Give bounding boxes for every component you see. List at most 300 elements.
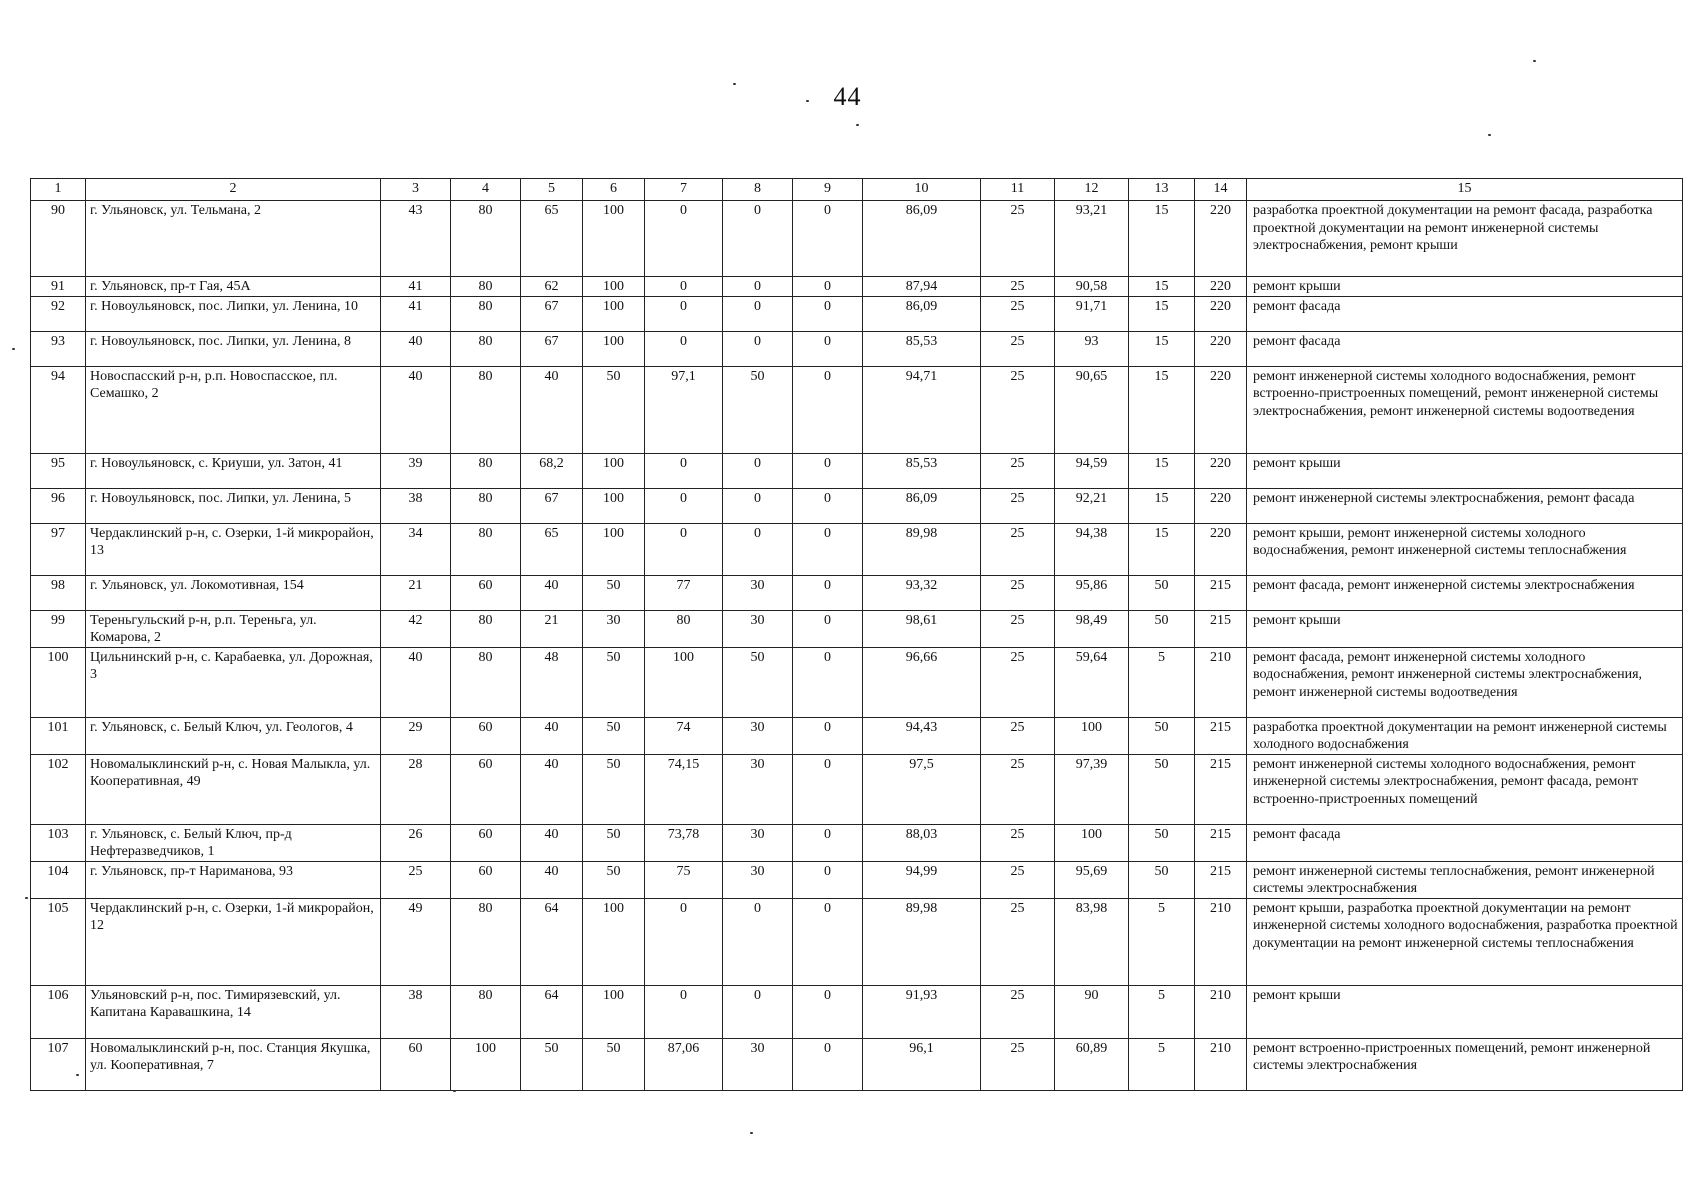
work-type-cell: ремонт крыши: [1247, 985, 1683, 1038]
table-row: [31, 277, 1683, 297]
value-cell-col-12: 97,39: [1055, 754, 1129, 824]
column-header-7: 7: [645, 179, 723, 201]
address-cell: г. Ульяновск, пр-т Нариманова, 93: [86, 861, 381, 898]
address-cell: г. Новоульяновск, пос. Липки, ул. Ленина, 10: [86, 296, 381, 331]
work-type-cell: ремонт крыши: [1247, 277, 1683, 297]
scan-speck: [806, 100, 809, 102]
value-cell-col-6: 100: [583, 296, 645, 331]
value-cell-col-5: 50: [521, 1038, 583, 1090]
value-cell-col-10: 94,71: [863, 366, 981, 453]
scan-speck: [25, 897, 28, 899]
value-cell-col-11: 25: [981, 453, 1055, 488]
value-cell-col-6: 100: [583, 898, 645, 985]
value-cell-col-6: 100: [583, 277, 645, 297]
value-cell-col-5: 64: [521, 898, 583, 985]
value-cell-col-10: 86,09: [863, 201, 981, 277]
value-cell-col-3: 39: [381, 453, 451, 488]
row-number-cell: 95: [31, 453, 86, 488]
column-header-8: 8: [723, 179, 793, 201]
column-header-3: 3: [381, 179, 451, 201]
value-cell-col-3: 21: [381, 575, 451, 610]
row-number-cell: 104: [31, 861, 86, 898]
address-cell: Новоспасский р-н, р.п. Новоспасское, пл. Семашко, 2: [86, 366, 381, 453]
value-cell-col-5: 40: [521, 717, 583, 754]
value-cell-col-7: 0: [645, 331, 723, 366]
value-cell-col-7: 87,06: [645, 1038, 723, 1090]
value-cell-col-3: 41: [381, 277, 451, 297]
value-cell-col-10: 86,09: [863, 296, 981, 331]
value-cell-col-9: 0: [793, 985, 863, 1038]
scan-speck: [76, 1074, 79, 1076]
value-cell-col-8: 30: [723, 717, 793, 754]
scan-speck: [733, 83, 736, 85]
value-cell-col-11: 25: [981, 824, 1055, 861]
value-cell-col-3: 26: [381, 824, 451, 861]
value-cell-col-12: 94,59: [1055, 453, 1129, 488]
value-cell-col-4: 80: [451, 366, 521, 453]
value-cell-col-8: 0: [723, 985, 793, 1038]
column-header-6: 6: [583, 179, 645, 201]
table-row: [31, 647, 1683, 717]
value-cell-col-10: 87,94: [863, 277, 981, 297]
value-cell-col-5: 67: [521, 296, 583, 331]
value-cell-col-6: 100: [583, 331, 645, 366]
row-number-cell: 105: [31, 898, 86, 985]
value-cell-col-7: 80: [645, 610, 723, 647]
value-cell-col-11: 25: [981, 1038, 1055, 1090]
work-type-cell: ремонт фасада: [1247, 824, 1683, 861]
column-header-4: 4: [451, 179, 521, 201]
value-cell-col-8: 30: [723, 575, 793, 610]
value-cell-col-5: 21: [521, 610, 583, 647]
value-cell-col-5: 40: [521, 575, 583, 610]
value-cell-col-13: 50: [1129, 824, 1195, 861]
value-cell-col-11: 25: [981, 898, 1055, 985]
value-cell-col-11: 25: [981, 201, 1055, 277]
row-number-cell: 107: [31, 1038, 86, 1090]
value-cell-col-9: 0: [793, 488, 863, 523]
value-cell-col-13: 50: [1129, 575, 1195, 610]
value-cell-col-3: 40: [381, 331, 451, 366]
value-cell-col-3: 49: [381, 898, 451, 985]
address-cell: г. Ульяновск, пр-т Гая, 45А: [86, 277, 381, 297]
column-header-14: 14: [1195, 179, 1247, 201]
row-number-cell: 102: [31, 754, 86, 824]
value-cell-col-4: 80: [451, 610, 521, 647]
value-cell-col-14: 220: [1195, 488, 1247, 523]
value-cell-col-7: 73,78: [645, 824, 723, 861]
value-cell-col-6: 100: [583, 523, 645, 575]
value-cell-col-13: 15: [1129, 523, 1195, 575]
value-cell-col-11: 25: [981, 985, 1055, 1038]
row-number-cell: 96: [31, 488, 86, 523]
value-cell-col-7: 0: [645, 277, 723, 297]
value-cell-col-11: 25: [981, 366, 1055, 453]
row-number-cell: 98: [31, 575, 86, 610]
value-cell-col-5: 65: [521, 201, 583, 277]
value-cell-col-8: 0: [723, 488, 793, 523]
value-cell-col-6: 50: [583, 824, 645, 861]
table-row: [31, 331, 1683, 366]
value-cell-col-8: 0: [723, 201, 793, 277]
column-header-10: 10: [863, 179, 981, 201]
work-type-cell: разработка проектной документации на ремонт фасада, разработка проектной документации на ремонт инженерной системы электроснабжения, ремонт крыши: [1247, 201, 1683, 277]
table-row: [31, 575, 1683, 610]
value-cell-col-10: 91,93: [863, 985, 981, 1038]
address-cell: Цильнинский р-н, с. Карабаевка, ул. Дорожная, 3: [86, 647, 381, 717]
value-cell-col-7: 0: [645, 523, 723, 575]
value-cell-col-9: 0: [793, 453, 863, 488]
column-header-2: 2: [86, 179, 381, 201]
address-cell: г. Новоульяновск, пос. Липки, ул. Ленина, 8: [86, 331, 381, 366]
value-cell-col-4: 60: [451, 575, 521, 610]
value-cell-col-11: 25: [981, 717, 1055, 754]
value-cell-col-12: 90,58: [1055, 277, 1129, 297]
value-cell-col-11: 25: [981, 610, 1055, 647]
table-row: [31, 610, 1683, 647]
table-row: [31, 824, 1683, 861]
work-type-cell: ремонт крыши: [1247, 610, 1683, 647]
value-cell-col-8: 50: [723, 647, 793, 717]
data-table-container: [30, 178, 1678, 1091]
value-cell-col-12: 90,65: [1055, 366, 1129, 453]
value-cell-col-3: 38: [381, 488, 451, 523]
row-number-cell: 100: [31, 647, 86, 717]
value-cell-col-12: 95,69: [1055, 861, 1129, 898]
value-cell-col-14: 220: [1195, 453, 1247, 488]
value-cell-col-10: 97,5: [863, 754, 981, 824]
value-cell-col-13: 50: [1129, 717, 1195, 754]
value-cell-col-6: 50: [583, 366, 645, 453]
value-cell-col-13: 50: [1129, 861, 1195, 898]
value-cell-col-7: 75: [645, 861, 723, 898]
page-number: 44: [833, 82, 862, 111]
value-cell-col-8: 0: [723, 523, 793, 575]
value-cell-col-14: 210: [1195, 647, 1247, 717]
value-cell-col-7: 0: [645, 898, 723, 985]
value-cell-col-4: 80: [451, 201, 521, 277]
value-cell-col-3: 25: [381, 861, 451, 898]
value-cell-col-12: 83,98: [1055, 898, 1129, 985]
work-type-cell: ремонт крыши, разработка проектной документации на ремонт инженерной системы холодного водоснабжения, разработка проектной документации на ремонт инженерной системы теплоснабжения: [1247, 898, 1683, 985]
value-cell-col-4: 80: [451, 331, 521, 366]
work-type-cell: ремонт встроенно-пристроенных помещений, ремонт инженерной системы электроснабжения: [1247, 1038, 1683, 1090]
value-cell-col-4: 80: [451, 985, 521, 1038]
value-cell-col-13: 50: [1129, 610, 1195, 647]
row-number-cell: 90: [31, 201, 86, 277]
value-cell-col-4: 80: [451, 523, 521, 575]
value-cell-col-13: 5: [1129, 1038, 1195, 1090]
value-cell-col-7: 0: [645, 985, 723, 1038]
work-type-cell: ремонт инженерной системы электроснабжения, ремонт фасада: [1247, 488, 1683, 523]
value-cell-col-12: 92,21: [1055, 488, 1129, 523]
table-row: [31, 1038, 1683, 1090]
table-row: [31, 861, 1683, 898]
value-cell-col-13: 15: [1129, 277, 1195, 297]
value-cell-col-10: 94,43: [863, 717, 981, 754]
table-row: [31, 754, 1683, 824]
value-cell-col-6: 100: [583, 488, 645, 523]
work-type-cell: ремонт фасада, ремонт инженерной системы холодного водоснабжения, ремонт инженерной системы электроснабжения, ремонт инженерной системы водоотведения: [1247, 647, 1683, 717]
value-cell-col-13: 15: [1129, 201, 1195, 277]
address-cell: г. Ульяновск, с. Белый Ключ, ул. Геологов, 4: [86, 717, 381, 754]
value-cell-col-10: 89,98: [863, 523, 981, 575]
value-cell-col-5: 40: [521, 861, 583, 898]
value-cell-col-11: 25: [981, 331, 1055, 366]
value-cell-col-13: 15: [1129, 331, 1195, 366]
column-header-9: 9: [793, 179, 863, 201]
value-cell-col-3: 60: [381, 1038, 451, 1090]
value-cell-col-3: 40: [381, 647, 451, 717]
value-cell-col-14: 215: [1195, 610, 1247, 647]
value-cell-col-9: 0: [793, 201, 863, 277]
value-cell-col-4: 60: [451, 824, 521, 861]
value-cell-col-12: 95,86: [1055, 575, 1129, 610]
address-cell: г. Новоульяновск, с. Криуши, ул. Затон, 41: [86, 453, 381, 488]
value-cell-col-9: 0: [793, 575, 863, 610]
value-cell-col-10: 94,99: [863, 861, 981, 898]
value-cell-col-14: 210: [1195, 1038, 1247, 1090]
value-cell-col-8: 30: [723, 754, 793, 824]
value-cell-col-3: 29: [381, 717, 451, 754]
value-cell-col-14: 220: [1195, 201, 1247, 277]
value-cell-col-9: 0: [793, 277, 863, 297]
value-cell-col-7: 0: [645, 201, 723, 277]
row-number-cell: 99: [31, 610, 86, 647]
value-cell-col-5: 40: [521, 754, 583, 824]
value-cell-col-5: 67: [521, 331, 583, 366]
value-cell-col-11: 25: [981, 523, 1055, 575]
column-header-12: 12: [1055, 179, 1129, 201]
value-cell-col-7: 74,15: [645, 754, 723, 824]
table-row: [31, 296, 1683, 331]
value-cell-col-5: 48: [521, 647, 583, 717]
value-cell-col-6: 50: [583, 754, 645, 824]
value-cell-col-8: 30: [723, 610, 793, 647]
value-cell-col-10: 85,53: [863, 453, 981, 488]
value-cell-col-11: 25: [981, 277, 1055, 297]
address-cell: г. Ульяновск, ул. Тельмана, 2: [86, 201, 381, 277]
value-cell-col-12: 90: [1055, 985, 1129, 1038]
value-cell-col-13: 15: [1129, 488, 1195, 523]
value-cell-col-9: 0: [793, 296, 863, 331]
work-type-cell: ремонт инженерной системы холодного водоснабжения, ремонт встроенно-пристроенных помещений, ремонт инженерной системы электроснабжения, ремонт инженерной системы водоотведения: [1247, 366, 1683, 453]
work-type-cell: ремонт крыши: [1247, 453, 1683, 488]
value-cell-col-7: 0: [645, 296, 723, 331]
value-cell-col-6: 50: [583, 647, 645, 717]
value-cell-col-3: 40: [381, 366, 451, 453]
value-cell-col-11: 25: [981, 575, 1055, 610]
table-row: [31, 898, 1683, 985]
value-cell-col-12: 100: [1055, 717, 1129, 754]
value-cell-col-7: 97,1: [645, 366, 723, 453]
value-cell-col-8: 0: [723, 277, 793, 297]
value-cell-col-9: 0: [793, 898, 863, 985]
value-cell-col-11: 25: [981, 296, 1055, 331]
value-cell-col-3: 34: [381, 523, 451, 575]
value-cell-col-13: 5: [1129, 898, 1195, 985]
value-cell-col-4: 80: [451, 647, 521, 717]
table-body: [31, 201, 1683, 1091]
row-number-cell: 106: [31, 985, 86, 1038]
value-cell-col-6: 100: [583, 201, 645, 277]
value-cell-col-5: 68,2: [521, 453, 583, 488]
column-header-5: 5: [521, 179, 583, 201]
value-cell-col-3: 42: [381, 610, 451, 647]
scan-speck: [1533, 60, 1536, 62]
value-cell-col-4: 60: [451, 861, 521, 898]
value-cell-col-10: 96,66: [863, 647, 981, 717]
value-cell-col-10: 88,03: [863, 824, 981, 861]
value-cell-col-6: 30: [583, 610, 645, 647]
value-cell-col-8: 30: [723, 1038, 793, 1090]
value-cell-col-10: 96,1: [863, 1038, 981, 1090]
value-cell-col-14: 210: [1195, 898, 1247, 985]
value-cell-col-9: 0: [793, 861, 863, 898]
scan-speck: [1488, 134, 1491, 136]
row-number-cell: 94: [31, 366, 86, 453]
value-cell-col-13: 15: [1129, 453, 1195, 488]
table-row: [31, 717, 1683, 754]
value-cell-col-5: 62: [521, 277, 583, 297]
value-cell-col-12: 60,89: [1055, 1038, 1129, 1090]
value-cell-col-12: 93,21: [1055, 201, 1129, 277]
address-cell: Чердаклинский р-н, с. Озерки, 1-й микрорайон, 12: [86, 898, 381, 985]
value-cell-col-4: 80: [451, 277, 521, 297]
value-cell-col-8: 0: [723, 331, 793, 366]
address-cell: Новомалыклинский р-н, с. Новая Малыкла, ул. Кооперативная, 49: [86, 754, 381, 824]
row-number-cell: 92: [31, 296, 86, 331]
table-row: [31, 453, 1683, 488]
work-type-cell: ремонт инженерной системы теплоснабжения, ремонт инженерной системы электроснабжения: [1247, 861, 1683, 898]
value-cell-col-12: 91,71: [1055, 296, 1129, 331]
scan-speck: [856, 124, 859, 126]
value-cell-col-9: 0: [793, 1038, 863, 1090]
table-row: [31, 366, 1683, 453]
value-cell-col-9: 0: [793, 523, 863, 575]
value-cell-col-14: 220: [1195, 523, 1247, 575]
value-cell-col-5: 67: [521, 488, 583, 523]
address-cell: г. Ульяновск, ул. Локомотивная, 154: [86, 575, 381, 610]
repair-program-table: [30, 178, 1683, 1091]
value-cell-col-6: 50: [583, 861, 645, 898]
value-cell-col-12: 94,38: [1055, 523, 1129, 575]
column-header-15: 15: [1247, 179, 1683, 201]
value-cell-col-11: 25: [981, 647, 1055, 717]
value-cell-col-4: 80: [451, 898, 521, 985]
value-cell-col-13: 50: [1129, 754, 1195, 824]
column-header-13: 13: [1129, 179, 1195, 201]
value-cell-col-4: 80: [451, 453, 521, 488]
column-number-header-row: [31, 179, 1683, 201]
value-cell-col-4: 80: [451, 296, 521, 331]
value-cell-col-11: 25: [981, 754, 1055, 824]
value-cell-col-8: 30: [723, 861, 793, 898]
value-cell-col-5: 40: [521, 824, 583, 861]
work-type-cell: разработка проектной документации на ремонт инженерной системы холодного водоснабжения: [1247, 717, 1683, 754]
work-type-cell: ремонт фасада: [1247, 331, 1683, 366]
address-cell: Новомалыклинский р-н, пос. Станция Якушка, ул. Кооперативная, 7: [86, 1038, 381, 1090]
row-number-cell: 91: [31, 277, 86, 297]
value-cell-col-14: 215: [1195, 861, 1247, 898]
address-cell: г. Новоульяновск, пос. Липки, ул. Ленина, 5: [86, 488, 381, 523]
work-type-cell: ремонт фасада, ремонт инженерной системы электроснабжения: [1247, 575, 1683, 610]
value-cell-col-14: 215: [1195, 717, 1247, 754]
value-cell-col-6: 50: [583, 575, 645, 610]
scan-speck: [12, 348, 15, 350]
work-type-cell: ремонт крыши, ремонт инженерной системы холодного водоснабжения, ремонт инженерной системы теплоснабжения: [1247, 523, 1683, 575]
value-cell-col-14: 220: [1195, 296, 1247, 331]
value-cell-col-14: 215: [1195, 575, 1247, 610]
value-cell-col-10: 85,53: [863, 331, 981, 366]
value-cell-col-7: 0: [645, 488, 723, 523]
value-cell-col-3: 38: [381, 985, 451, 1038]
value-cell-col-14: 215: [1195, 754, 1247, 824]
value-cell-col-7: 0: [645, 453, 723, 488]
value-cell-col-9: 0: [793, 754, 863, 824]
value-cell-col-14: 220: [1195, 277, 1247, 297]
value-cell-col-3: 28: [381, 754, 451, 824]
value-cell-col-7: 74: [645, 717, 723, 754]
address-cell: Ульяновский р-н, пос. Тимирязевский, ул. Капитана Каравашкина, 14: [86, 985, 381, 1038]
value-cell-col-8: 50: [723, 366, 793, 453]
value-cell-col-14: 220: [1195, 366, 1247, 453]
value-cell-col-6: 50: [583, 717, 645, 754]
value-cell-col-12: 59,64: [1055, 647, 1129, 717]
scan-speck: [453, 1090, 456, 1092]
value-cell-col-13: 15: [1129, 366, 1195, 453]
value-cell-col-9: 0: [793, 331, 863, 366]
value-cell-col-14: 220: [1195, 331, 1247, 366]
value-cell-col-3: 43: [381, 201, 451, 277]
value-cell-col-5: 65: [521, 523, 583, 575]
value-cell-col-9: 0: [793, 824, 863, 861]
value-cell-col-8: 0: [723, 296, 793, 331]
table-row: [31, 985, 1683, 1038]
row-number-cell: 103: [31, 824, 86, 861]
value-cell-col-3: 41: [381, 296, 451, 331]
value-cell-col-7: 77: [645, 575, 723, 610]
table-row: [31, 201, 1683, 277]
table-row: [31, 523, 1683, 575]
column-header-1: 1: [31, 179, 86, 201]
work-type-cell: ремонт инженерной системы холодного водоснабжения, ремонт инженерной системы электроснабжения, ремонт фасада, ремонт встроенно-пристроенных помещений: [1247, 754, 1683, 824]
value-cell-col-10: 86,09: [863, 488, 981, 523]
value-cell-col-4: 80: [451, 488, 521, 523]
address-cell: г. Ульяновск, с. Белый Ключ, пр-д Нефтеразведчиков, 1: [86, 824, 381, 861]
value-cell-col-11: 25: [981, 861, 1055, 898]
value-cell-col-9: 0: [793, 647, 863, 717]
value-cell-col-10: 93,32: [863, 575, 981, 610]
work-type-cell: ремонт фасада: [1247, 296, 1683, 331]
value-cell-col-5: 40: [521, 366, 583, 453]
value-cell-col-12: 93: [1055, 331, 1129, 366]
value-cell-col-8: 0: [723, 898, 793, 985]
row-number-cell: 93: [31, 331, 86, 366]
row-number-cell: 97: [31, 523, 86, 575]
value-cell-col-6: 100: [583, 453, 645, 488]
column-header-11: 11: [981, 179, 1055, 201]
value-cell-col-7: 100: [645, 647, 723, 717]
value-cell-col-5: 64: [521, 985, 583, 1038]
value-cell-col-10: 89,98: [863, 898, 981, 985]
value-cell-col-8: 0: [723, 453, 793, 488]
table-row: [31, 488, 1683, 523]
value-cell-col-9: 0: [793, 717, 863, 754]
address-cell: Чердаклинский р-н, с. Озерки, 1-й микрорайон, 13: [86, 523, 381, 575]
value-cell-col-9: 0: [793, 610, 863, 647]
address-cell: Тереньгульский р-н, р.п. Тереньга, ул. Комарова, 2: [86, 610, 381, 647]
